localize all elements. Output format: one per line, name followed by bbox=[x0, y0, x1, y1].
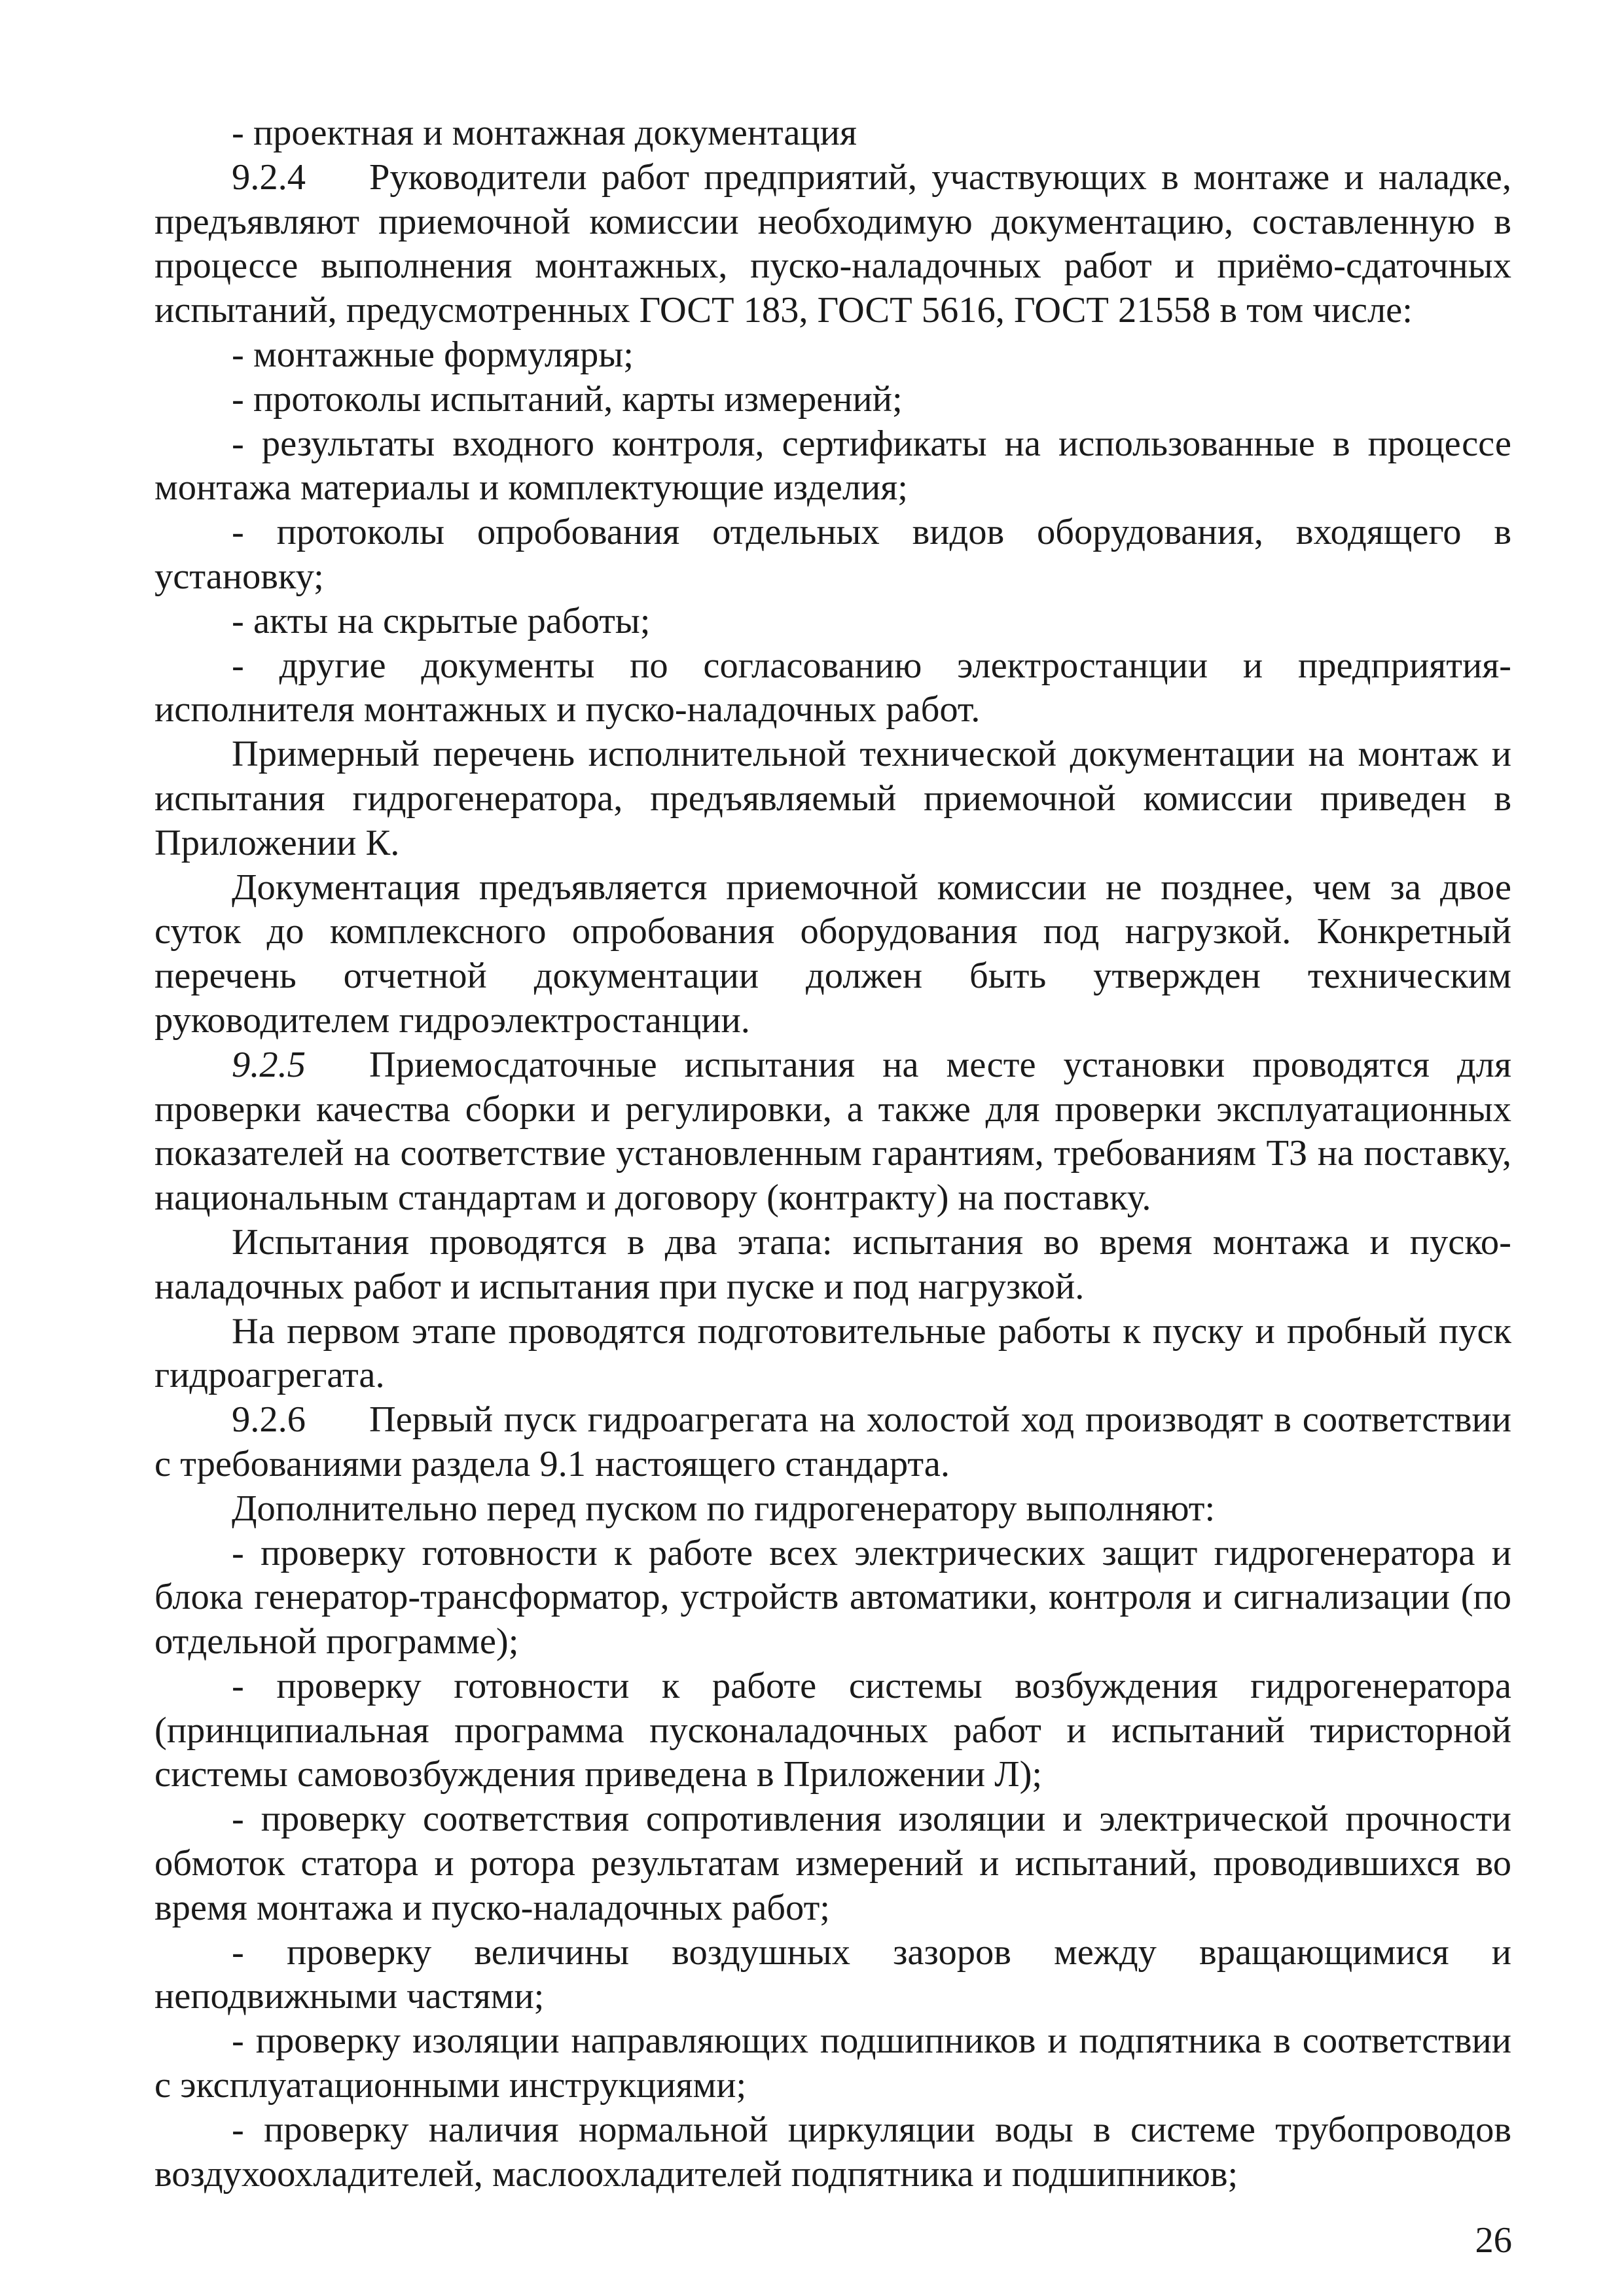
list-item: - проверку соответствия сопротивления изоляции и электрической прочности обмоток статора и ротора результатам измерений и испытаний, проводившихся во время монтажа и пуско-наладочных работ; bbox=[154, 1799, 1511, 1928]
paragraph: Дополнительно перед пуском по гидрогенератору выполняют: bbox=[232, 1488, 1216, 1529]
clause-number: 9.2.4 bbox=[232, 156, 306, 198]
list-item: - протоколы опробования отдельных видов оборудования, входящего в установку; bbox=[154, 512, 1511, 597]
paragraph: Примерный перечень исполнительной технической документации на монтаж и испытания гидрогенератора, предъявляемый приемочной комиссии приведен в Приложении К. bbox=[154, 734, 1511, 863]
clause-9-2-4: 9.2.4 Руководители работ предприятий, участвующих в монтаже и наладке, предъявляют приемочной комиссии необходимую документацию, составленную в процессе выполнения монтажных, пуско-наладочных работ и приёмо-сдаточных испытаний, предусмотренных ГОСТ 183, ГОСТ 5616, ГОСТ 21558 в том числе: bbox=[154, 156, 1511, 331]
list-item: - проверку готовности к работе системы возбуждения гидрогенератора (принципиальная программа пусконаладочных работ и испытаний тиристорной системы самовозбуждения приведена в Приложении Л); bbox=[154, 1665, 1511, 1795]
clause-number: 9.2.5 bbox=[232, 1044, 306, 1085]
list-item: - протоколы испытаний, карты измерений; bbox=[232, 378, 903, 420]
clause-9-2-5: 9.2.5 Приемосдаточные испытания на месте установки проводятся для проверки качества сборки и регулировки, а также для проверки эксплуатационных показателей на соответствие установленным гарантиям, требованиям ТЗ на поставку, национальным стандартам и договору (контракту) на поставку. bbox=[154, 1044, 1511, 1219]
paragraph: - проектная и монтажная документация bbox=[232, 113, 857, 153]
paragraph: На первом этапе проводятся подготовительные работы к пуску и пробный пуск гидроагрегата. bbox=[154, 1310, 1511, 1396]
paragraph: Документация предъявляется приемочной комиссии не позднее, чем за двое суток до комплексного опробования оборудования под нагрузкой. Конкретный перечень отчетной документации должен быть утвержден техническим руководителем гидроэлектростанции. bbox=[154, 867, 1511, 1041]
list-item: - проверку изоляции направляющих подшипников и подпятника в соответствии с эксплуатационными инструкциями; bbox=[154, 2020, 1511, 2106]
clause-number: 9.2.6 bbox=[232, 1399, 306, 1441]
document-body bbox=[154, 111, 1511, 2197]
list-item: - монтажные формуляры; bbox=[232, 334, 634, 375]
list-item: - результаты входного контроля, сертификаты на использованные в процессе монтажа материалы и комплектующие изделия; bbox=[154, 423, 1511, 509]
list-item: - другие документы по согласованию электростанции и предприятия-исполнителя монтажных и пуско-наладочных работ. bbox=[154, 645, 1511, 730]
list-item: - акты на скрытые работы; bbox=[232, 600, 651, 641]
list-item: - проверку величины воздушных зазоров между вращающимися и неподвижными частями; bbox=[154, 1931, 1511, 2017]
list-item: - проверку готовности к работе всех электрических защит гидрогенератора и блока генератор-трансформатор, устройств автоматики, контроля и сигнализации (по отдельной программе); bbox=[154, 1532, 1511, 1662]
paragraph: Испытания проводятся в два этапа: испытания во время монтажа и пуско-наладочных работ и испытания при пуске и под нагрузкой. bbox=[154, 1221, 1511, 1307]
list-item: - проверку наличия нормальной циркуляции воды в системе трубопроводов воздухоохладителей, маслоохладителей подпятника и подшипников; bbox=[154, 2109, 1511, 2195]
clause-9-2-6: 9.2.6 Первый пуск гидроагрегата на холостой ход производят в соответствии с требованиями раздела 9.1 настоящего стандарта. bbox=[154, 1399, 1511, 1484]
page-number: 26 bbox=[1475, 2220, 1512, 2261]
